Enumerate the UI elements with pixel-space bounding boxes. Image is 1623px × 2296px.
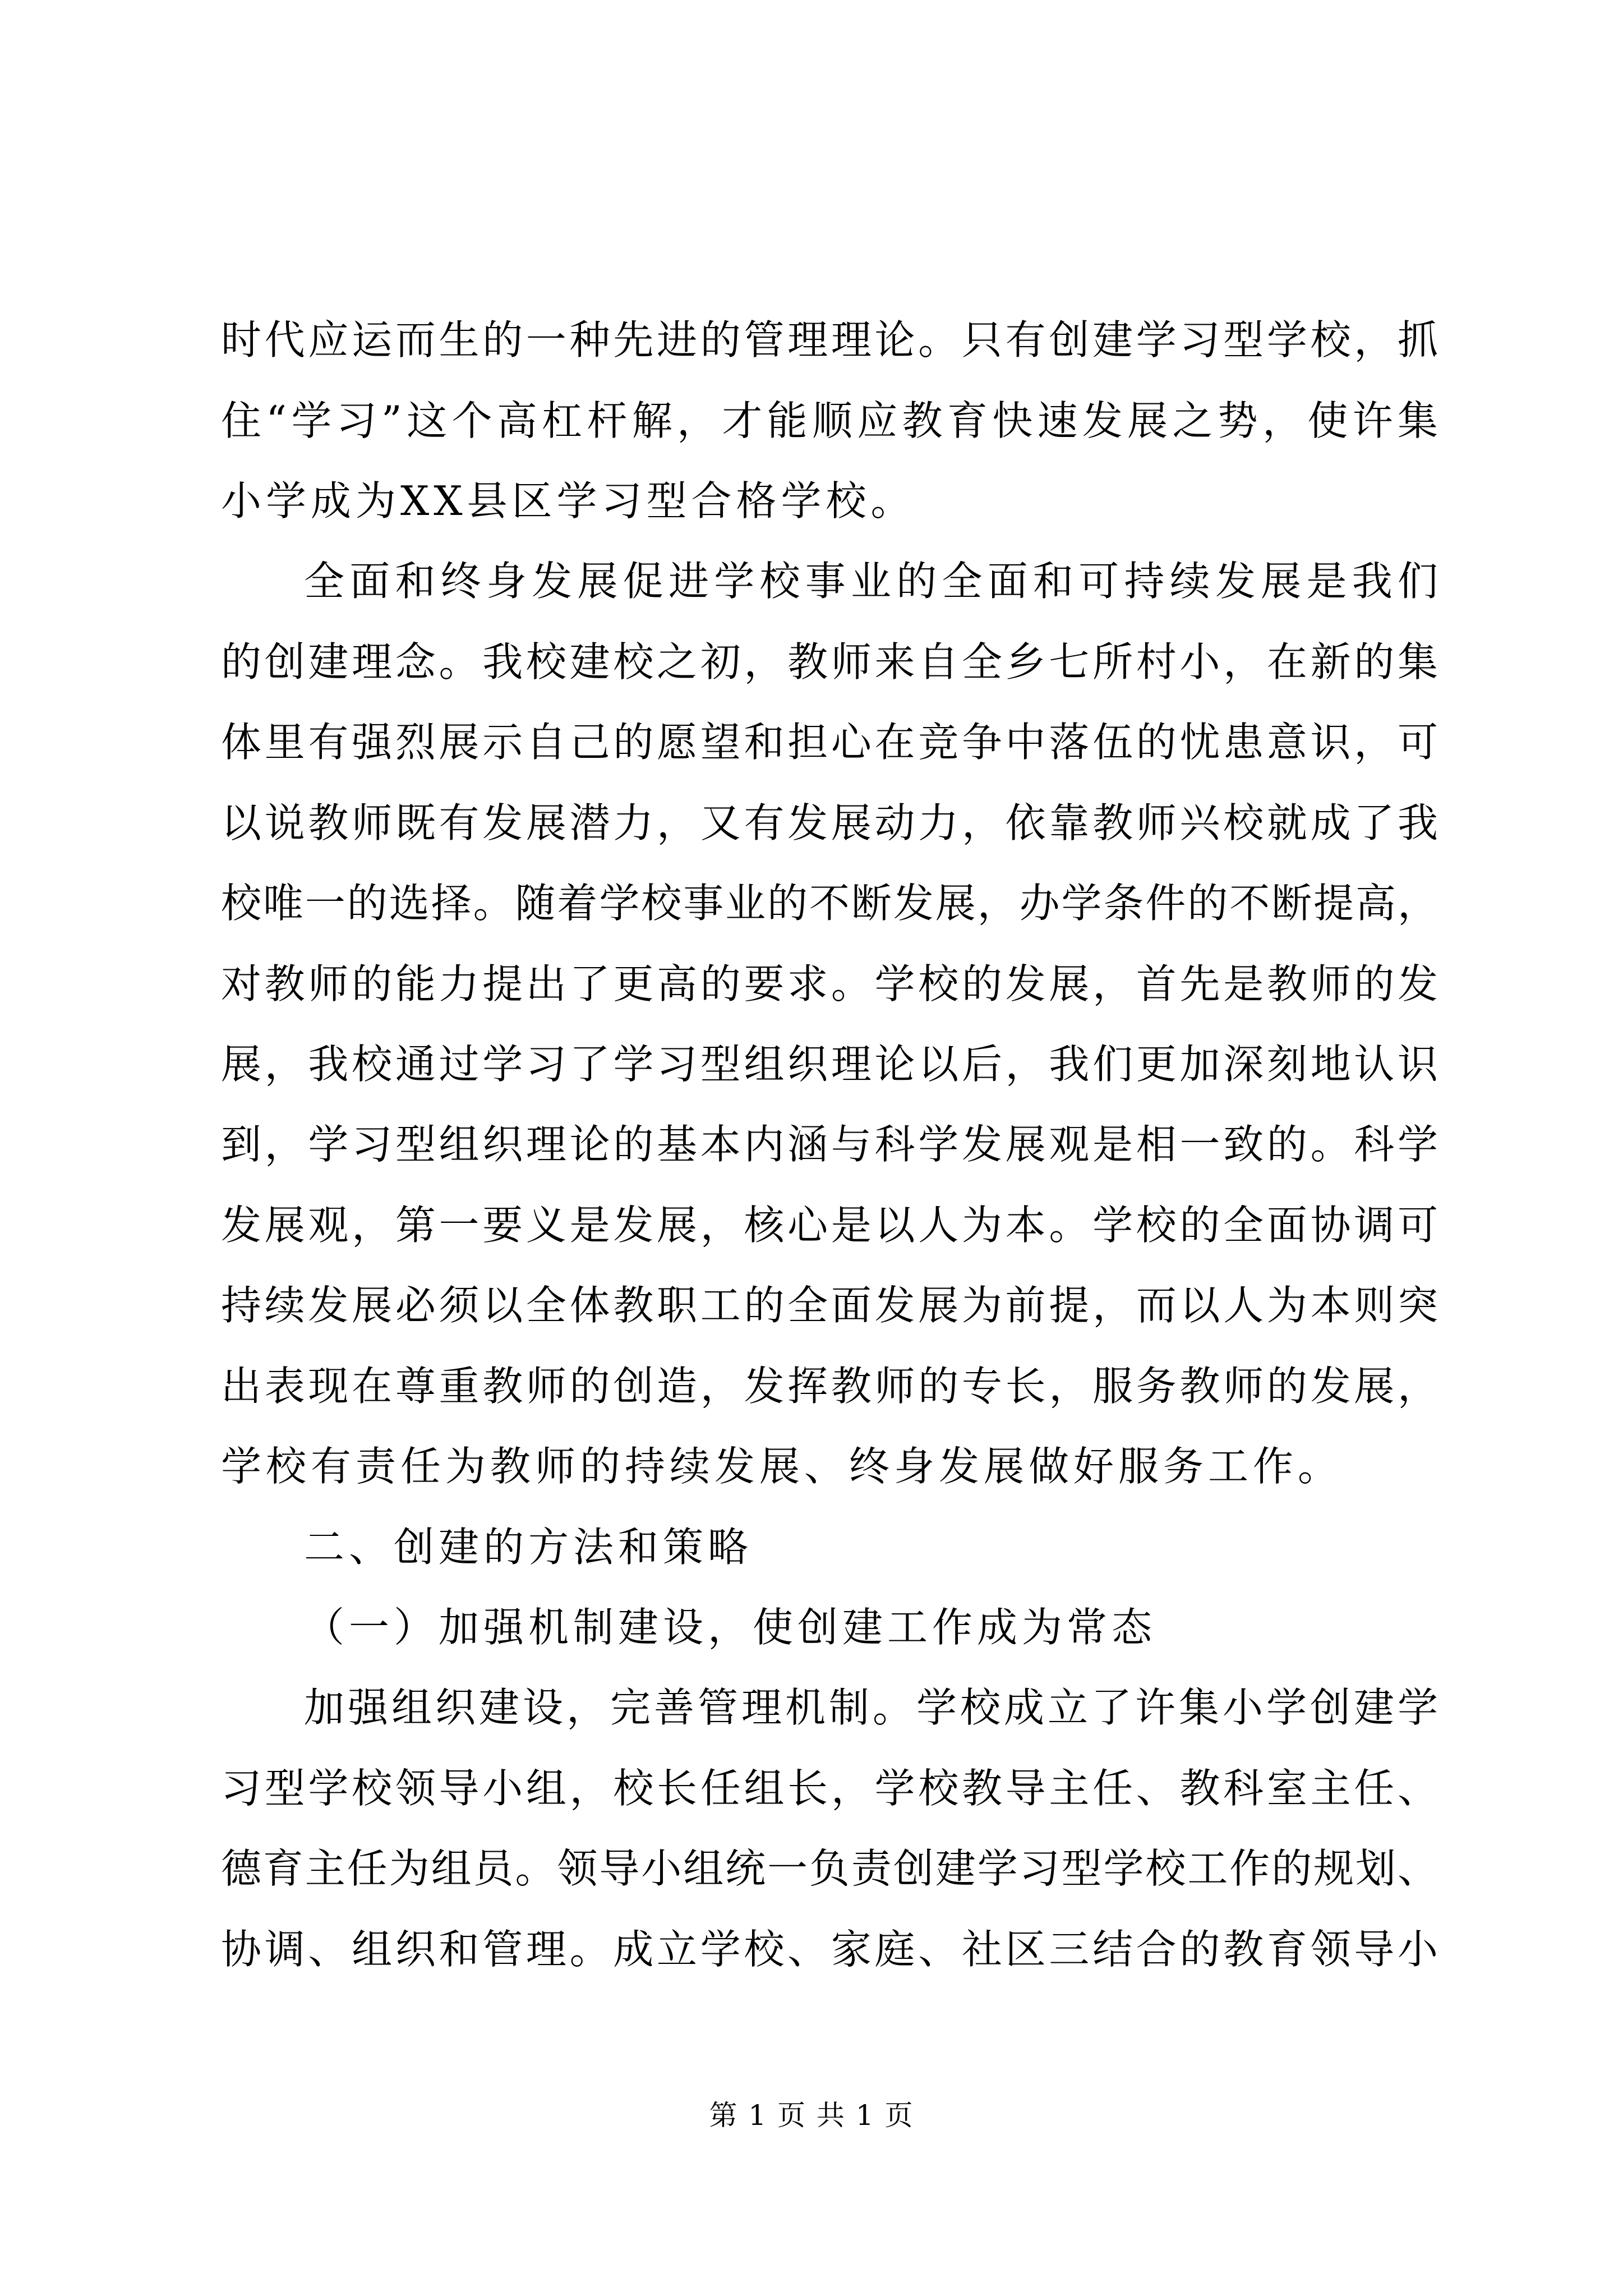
text-line: 协调、组织和管理。成立学校、家庭、社区三结合的教育领导小 — [221, 1926, 1438, 1973]
paragraph-first-line: 全面和终身发展促进学校事业的全面和可持续发展是我们 — [304, 558, 1438, 605]
text-line: 时代应运而生的一种先进的管理理论。只有创建学习型学校，抓 — [221, 316, 1438, 364]
text-line: 发展观，第一要义是发展，核心是以人为本。学校的全面协调可 — [221, 1202, 1438, 1249]
text-line: 出表现在尊重教师的创造，发挥教师的专长，服务教师的发展， — [221, 1363, 1438, 1410]
text-line: 的创建理念。我校建校之初，教师来自全乡七所村小，在新的集 — [221, 638, 1438, 685]
subsection-heading: （一）加强机制建设，使创建工作成为常态 — [304, 1604, 1157, 1651]
text-line: 学校有责任为教师的持续发展、终身发展做好服务工作。 — [221, 1443, 1343, 1490]
section-heading: 二、创建的方法和策略 — [304, 1524, 753, 1571]
text-line: 到，学习型组织理论的基本内涵与科学发展观是相一致的。科学 — [221, 1121, 1438, 1168]
text-line: 校唯一的选择。随着学校事业的不断发展，办学条件的不断提高， — [221, 880, 1438, 927]
paragraph-first-line: 加强组织建设，完善管理机制。学校成立了许集小学创建学 — [304, 1684, 1438, 1731]
text-line: 持续发展必须以全体教职工的全面发展为前提，而以人为本则突 — [221, 1282, 1438, 1329]
text-line: 体里有强烈展示自己的愿望和担心在竞争中落伍的忧患意识，可 — [221, 719, 1438, 766]
text-line: 小学成为XX县区学习型合格学校。 — [221, 477, 916, 524]
text-line: 习型学校领导小组，校长任组长，学校教导主任、教科室主任、 — [221, 1765, 1438, 1812]
text-line: 展，我校通过学习了学习型组织理论以后，我们更加深刻地认识 — [221, 1041, 1438, 1088]
page-number-footer: 第 1 页 共 1 页 — [709, 2099, 914, 2132]
text-line: 以说教师既有发展潜力，又有发展动力，依靠教师兴校就成了我 — [221, 799, 1438, 846]
text-line: 德育主任为组员。领导小组统一负责创建学习型学校工作的规划、 — [221, 1845, 1438, 1892]
text-line: 对教师的能力提出了更高的要求。学校的发展，首先是教师的发 — [221, 960, 1438, 1007]
text-line: 住“学习”这个高杠杆解，才能顺应教育快速发展之势，使许集 — [221, 397, 1438, 444]
